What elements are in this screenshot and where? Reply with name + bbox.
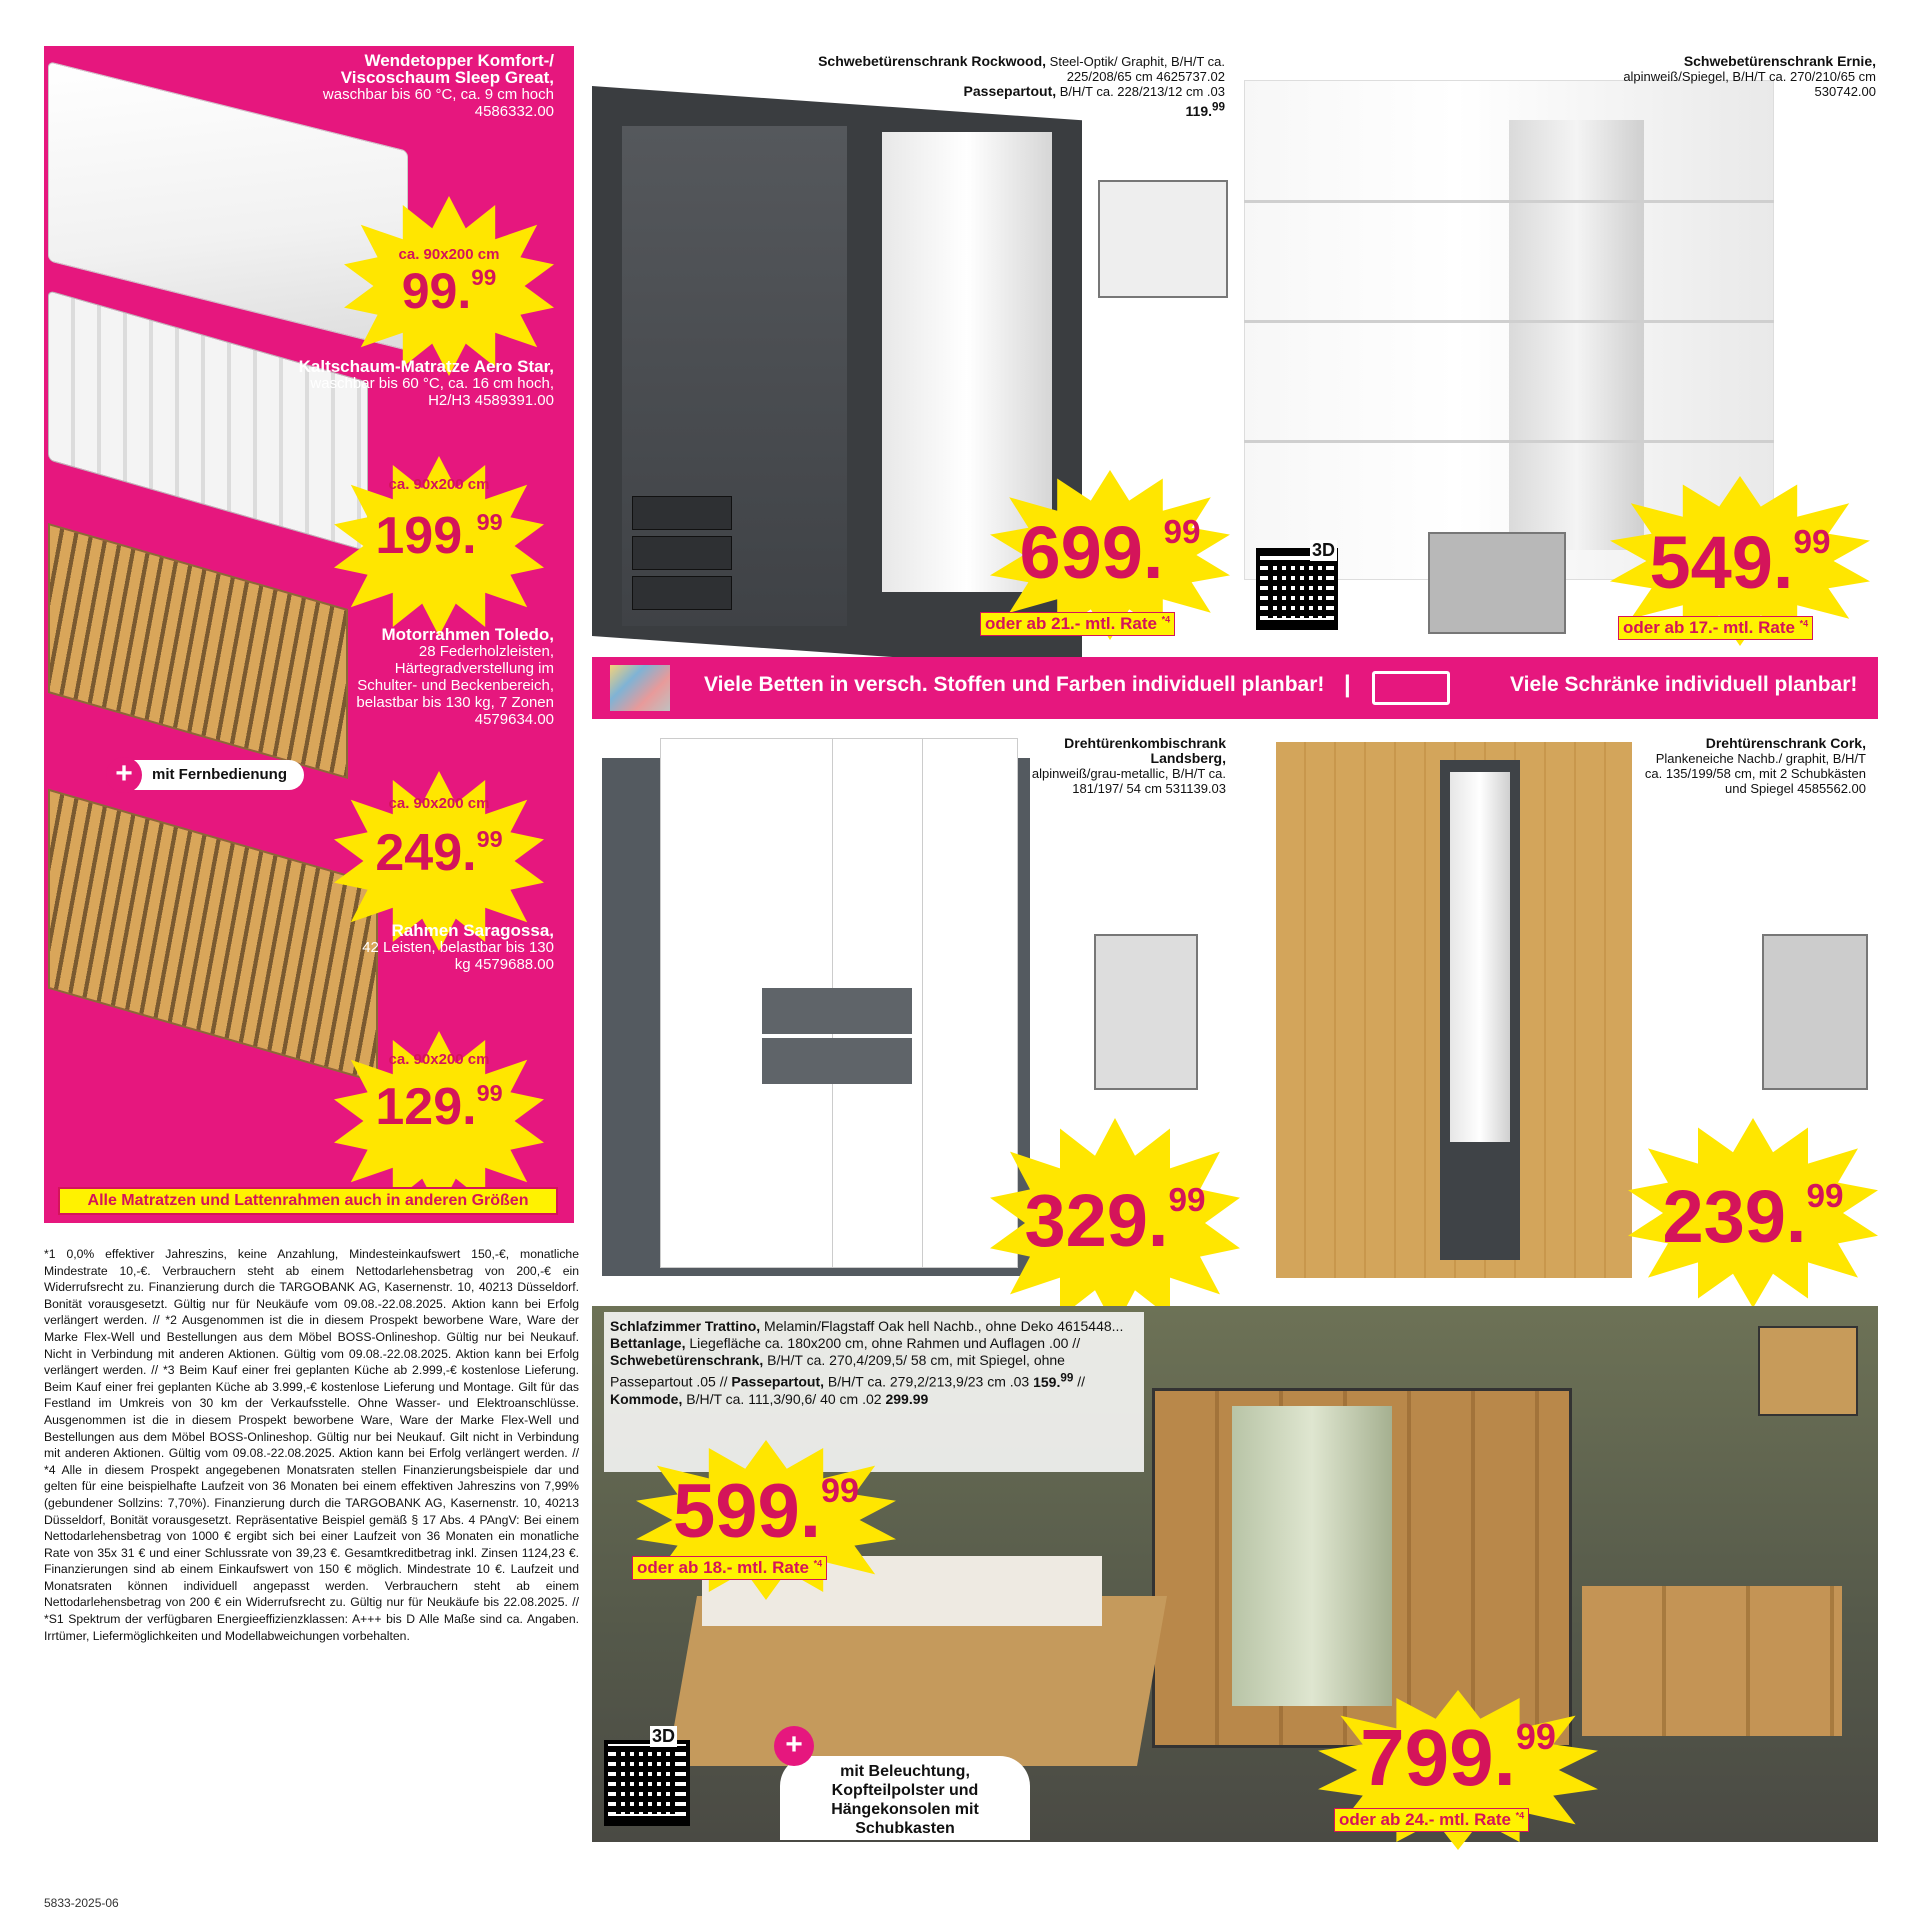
mattress-title: Kaltschaum-Matratze Aero Star, — [298, 357, 554, 376]
frame-price-burst — [334, 1031, 544, 1211]
frame-text — [344, 922, 554, 973]
ernie-interior-thumbnail — [1428, 532, 1566, 634]
banner-beds-text: Viele Betten in versch. Stoffen und Farben individuell planbar! — [704, 673, 1325, 696]
cork-image — [1276, 742, 1632, 1288]
mattress-size: ca. 90x200 cm — [388, 476, 490, 493]
topper-price: 99.99 — [401, 263, 497, 319]
frame-image — [48, 789, 378, 1084]
ernie-3d-label: 3D — [1312, 540, 1336, 560]
trattino-details: Melamin/Flagstaff Oak hell Nachb., ohne Deko 4615448... — [764, 1318, 1124, 1334]
trattino-feature-text: mit Beleuchtung, Kopfteilpolster und Hängekonsolen mit Schubkasten — [831, 1763, 979, 1837]
passepartout-price: 119.99 — [1185, 100, 1225, 119]
frame-size: ca. 90x200 cm — [388, 1051, 490, 1068]
cork-interior-thumbnail — [1762, 934, 1868, 1090]
cork-details: Plankeneiche Nachb./ graphit, B/H/T ca. 135/199/58 cm, mit 2 Schubkästen und Spiegel 4585562.00 — [1644, 751, 1866, 796]
motor-frame-details: 28 Federholzleisten, Härtegradverstellung im Schulter- und Beckenbereich, belastbar bis 130 kg, 7 Zonen 4579634.00 — [356, 643, 554, 728]
separator-text: // — [1077, 1373, 1085, 1390]
fabric-swatch-icon — [610, 665, 670, 711]
mattress-section — [44, 46, 574, 1223]
passepartout-label-2: Passepartout, — [731, 1373, 825, 1390]
plus-icon: + — [774, 1726, 814, 1766]
passepartout-label: Passepartout, — [963, 83, 1057, 99]
motor-frame-price: 249.99 — [375, 824, 503, 882]
mattress-sizes-banner: Alle Matratzen und Lattenrahmen auch in anderen Größen — [58, 1187, 558, 1215]
rockwood-rate: oder ab 21.- mtl. Rate $^{*4}$ — [980, 612, 1175, 636]
landsberg-price-burst — [990, 1118, 1240, 1328]
ernie-title: Schwebetürenschrank Ernie, — [1683, 53, 1876, 69]
mattress-image — [48, 290, 368, 552]
cork-description — [1640, 736, 1866, 796]
frame-title: Rahmen Saragossa, — [391, 921, 554, 940]
passepartout-details: B/H/T ca. 228/213/12 cm .03 — [1059, 84, 1225, 99]
motor-frame-size: ca. 90x200 cm — [388, 795, 490, 812]
trattino-feature-box — [780, 1756, 1030, 1840]
cork-price: 239.99 — [1662, 1175, 1844, 1258]
topper-size: ca. 90x200 cm — [398, 246, 500, 263]
mattress-text — [294, 358, 554, 409]
rockwood-description — [800, 54, 1225, 119]
landsberg-details: alpinweiß/grau-metallic, B/H/T ca. 181/197/ 54 cm 531139.03 — [1031, 766, 1226, 796]
landsberg-image — [602, 738, 1030, 1278]
trattino-title: Schlafzimmer Trattino, — [610, 1318, 761, 1334]
ernie-description — [1610, 54, 1876, 99]
topper-details: waschbar bis 60 °C, ca. 9 cm hoch 4586332.00 — [322, 86, 554, 120]
trattino-description — [610, 1318, 1140, 1408]
landsberg-description — [1010, 736, 1226, 796]
topper-price-burst — [344, 196, 554, 376]
trattino-3d-label: 3D — [652, 1726, 676, 1746]
banner-wardrobes-text: Viele Schränke individuell planbar! — [1510, 673, 1858, 696]
mattress-details: waschbar bis 60 °C, ca. 16 cm hoch, H2/H3 4589391.00 — [310, 375, 554, 409]
passepartout-details-2: B/H/T ca. 279,2/213,9/23 cm .03 — [827, 1373, 1030, 1390]
trattino-price: 599.99 — [673, 1469, 859, 1554]
remote-control-badge — [112, 757, 304, 790]
rockwood-interior-thumbnail — [1098, 180, 1228, 298]
topper-text — [294, 52, 554, 120]
legal-footnote: *1 0,0% effektiver Jahreszins, keine Anzahlung, Mindesteinkaufswert 150,-€, monatliche Mindestrate 10,-€. Verbrauchern steht ab einem Nettodarlehensbetrag von 200,-€ ein Widerrufsrecht zu. Finanzierung durch die TARGOBANK AG, Kasernenstr. 10, 40213 Düsseldorf. Bonität vorausgesetzt. Gültig nur für Neukäufe vom 09.08.-22.08.2025. Aktion kann bei Erfolg verlängert werden. // *2 Ausgenommen ist die in diesem Prospekt beworbene Ware, Ware der Marke Flex-Well und Bestellungen aus dem Möbel BOSS-Onlineshop. Gültig nur bei Neukauf. Nicht in Verbindung mit anderen Aktionen. Gültig vom 09.08.-22.08.2025. Aktion kann bei Erfolg verlängert werden. // *3 Beim Kauf einer frei geplanten Küche ab 2.999,-€ kostenlose Lieferung. Beim Kauf einer frei geplanten Küche ab 3.999,-€ kostenlose Lieferung und Montage. Gilt für das Festland im Umkreis von 30 km der Verkaufsstelle. Ohne Wasser- und Elektroanschlüsse. Ausgenommen ist die in diesem Prospekt beworbene Ware, Ware der Marke Flex-Well und Bestellungen aus dem Möbel BOSS-Onlineshop. Gültig nur bei Neukauf. Gilt nicht in Verbindung mit anderen Aktionen. Gültig vom 09.08.-22.08.2025. Aktion kann bei Erfolg verlängert werden. // *4 Alle in diesem Prospekt angegebenen Monatsraten stellen Finanzierungsbeispiele dar und gelten für eine beispielhafte Laufzeit von 36 Monaten bei einem effektiven Jahreszins von 7,99% (gebundener Sollzins: 7,70%). Finanzierung durch die TARGOBANK AG, Kasernenstr. 10, 40213 Düsseldorf, Bonität vorausgesetzt. Repräsentative Beispiel gemäß § 17 Abs. 4 PAngV: Bei einem Nettodarlehensbetrag von 1000 € ergibt sich bei einer Laufzeit von 36 Monaten ein monatliche Rate von 35x 31 € und einer Schlussrate von 39,23 €. Gesamtkreditbetrag inkl. Zinsen 1124,23 €. Finanzierungen sind ab einem Einkaufswert von 150 € möglich. Mindestrate 10 €. Laufzeit und Monatsraten können individuell angepasst werden. Verbrauchern steht ab einem Nettodarlehensbetrag von 200 € ein Widerrufsrecht zu. Gültig nur für Neukäufe bis 22.08.2025. // *S1 Spektrum der verfügbaren Energieeffizienzklassen: A+++ bis D Alle Maße sind ca. Angaben. Irrtümer, Liefermöglichkeiten und Modellabweichungen vorbehalten. — [44, 1247, 579, 1643]
mattress-price-burst — [334, 456, 544, 636]
remote-control-label: mit Fernbedienung — [152, 766, 287, 783]
cork-price-burst — [1628, 1118, 1878, 1308]
frame-price: 129.99 — [375, 1078, 503, 1136]
dresser-price: 299.99 — [885, 1390, 929, 1407]
mattress-price: 199.99 — [375, 507, 503, 565]
rockwood-details: Steel-Optik/ Graphit, B/H/T ca. 225/208/65 cm 4625737.02 — [1049, 54, 1225, 84]
landsberg-title: Drehtürenkombischrank Landsberg, — [1064, 735, 1226, 766]
wardrobe-icon — [1372, 671, 1450, 705]
motor-frame-text — [354, 626, 554, 728]
dresser-details: B/H/T ca. 111,3/90,6/ 40 cm .02 — [686, 1390, 882, 1407]
landsberg-interior-thumbnail — [1094, 934, 1198, 1090]
ernie-details: alpinweiß/Spiegel, B/H/T ca. 270/210/65 cm 530742.00 — [1623, 69, 1876, 99]
trattino-qr-code[interactable] — [604, 1740, 690, 1826]
rockwood-price: 699.99 — [1019, 511, 1201, 594]
wardrobe-label: Schwebetürenschrank, — [610, 1352, 764, 1368]
passepartout-price-2: 159.99 — [1033, 1371, 1074, 1390]
cork-title: Drehtürenschrank Cork, — [1705, 735, 1866, 751]
ernie-price: 549.99 — [1649, 521, 1831, 604]
topper-title: Wendetopper Komfort-/ Viscoschaum Sleep Great, — [340, 51, 554, 87]
dresser-label: Kommode, — [610, 1390, 683, 1407]
motor-frame-image — [48, 523, 348, 779]
landsberg-price: 329.99 — [1024, 1179, 1206, 1262]
ernie-rate: oder ab 17.- mtl. Rate $^{*4}$ — [1618, 616, 1813, 640]
trattino-rate: oder ab 18.- mtl. Rate $^{*4}$ — [632, 1556, 827, 1580]
page-code: 5833-2025-06 — [44, 1896, 119, 1910]
wardrobe-details: B/H/T ca. 270,4/209,5/ 58 cm, mit Spiegel, ohne Passepartout .05 // — [610, 1352, 1065, 1390]
plus-icon: + — [106, 757, 142, 793]
planning-banner — [592, 657, 1878, 719]
bed-label: Bettanlage, — [610, 1335, 686, 1351]
trattino-price-2: 799.99 — [1360, 1713, 1556, 1802]
motor-frame-title: Motorrahmen Toledo, — [381, 625, 554, 644]
frame-details: 42 Leisten, belastbar bis 130 kg 4579688.00 — [362, 939, 554, 973]
rockwood-title: Schwebetürenschrank Rockwood, — [818, 53, 1047, 69]
banner-separator: | — [1344, 671, 1351, 698]
bed-details: Liegefläche ca. 180x200 cm, ohne Rahmen und Auflagen .00 // — [689, 1335, 1081, 1351]
trattino-rate-2: oder ab 24.- mtl. Rate $^{*4}$ — [1334, 1808, 1529, 1832]
